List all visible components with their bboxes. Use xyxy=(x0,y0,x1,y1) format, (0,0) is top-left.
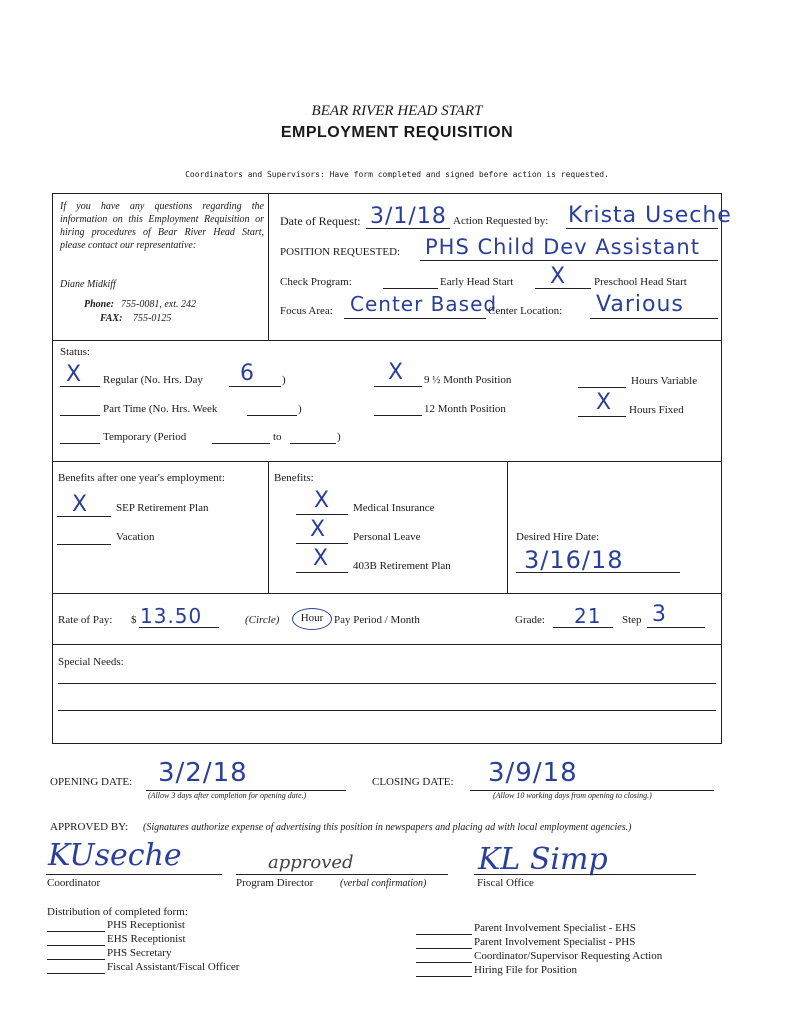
focus-area-value[interactable]: Center Based xyxy=(350,292,498,316)
temporary-close: ) xyxy=(337,431,341,443)
dist-left-4: Fiscal Assistant/Fiscal Officer xyxy=(107,961,240,973)
dist-right-3: Coordinator/Supervisor Requesting Action xyxy=(474,950,663,962)
sep-label: SEP Retirement Plan xyxy=(116,502,209,514)
hours-variable-label: Hours Variable xyxy=(631,375,698,387)
grade-label: Grade: xyxy=(515,614,545,626)
fiscal-signature[interactable]: KL Simp xyxy=(478,842,608,877)
dist-right-1: Parent Involvement Specialist - EHS xyxy=(474,922,636,934)
action-requested-label: Action Requested by: xyxy=(453,215,549,227)
dist-left-line-4 xyxy=(47,973,105,974)
currency-symbol: $ xyxy=(131,614,137,626)
opening-note: (Allow 3 days after completion for opening date.) xyxy=(148,791,307,800)
hour-option-circled[interactable]: Hour xyxy=(292,608,332,630)
sep-checkmark[interactable]: X xyxy=(72,492,88,517)
plan-checkmark[interactable]: X xyxy=(313,546,329,571)
parttime-line xyxy=(60,415,100,416)
parttime-hours-line xyxy=(247,415,297,416)
status-label: Status: xyxy=(60,346,90,358)
dist-right-line-4 xyxy=(416,976,472,977)
position-line xyxy=(420,260,718,261)
fax-label: FAX: xyxy=(100,313,123,324)
dist-left-2: EHS Receptionist xyxy=(107,933,186,945)
dist-left-line-2 xyxy=(47,945,105,946)
regular-close: ) xyxy=(282,374,286,386)
director-signature[interactable]: approved xyxy=(268,852,354,873)
benefits-divider-2 xyxy=(507,461,508,594)
rate-of-pay-label: Rate of Pay: xyxy=(58,614,113,626)
director-note: (verbal confirmation) xyxy=(340,878,427,889)
center-location-label: Center Location: xyxy=(488,305,563,317)
step-value[interactable]: 3 xyxy=(652,602,667,627)
hours-fixed-checkmark[interactable]: X xyxy=(596,390,612,415)
dist-left-line-3 xyxy=(47,959,105,960)
contact-note: If you have any questions regarding the information on this Employment Requisition or hiring procedures of Bear River Head Start, please contact our representative: xyxy=(60,201,264,251)
dist-left-1: PHS Receptionist xyxy=(107,919,185,931)
benefits-year-label: Benefits after one year's employment: xyxy=(58,472,225,484)
desired-hire-label: Desired Hire Date: xyxy=(516,531,600,543)
benefits-label: Benefits: xyxy=(274,472,314,484)
vacation-line xyxy=(57,544,111,545)
fiscal-line xyxy=(474,874,696,875)
date-of-request-label: Date of Request: xyxy=(280,214,361,228)
temporary-from-line xyxy=(212,443,270,444)
special-line-2[interactable] xyxy=(58,710,716,711)
special-needs-label: Special Needs: xyxy=(58,656,124,668)
opening-date-value[interactable]: 3/2/18 xyxy=(158,758,248,788)
medical-label: Medical Insurance xyxy=(353,502,435,514)
regular-hours-line xyxy=(229,386,281,387)
closing-note: (Allow 10 working days from opening to closing.) xyxy=(493,791,652,800)
desired-hire-value[interactable]: 3/16/18 xyxy=(524,546,624,574)
regular-label: Regular (No. Hrs. Day xyxy=(103,374,203,386)
closing-date-value[interactable]: 3/9/18 xyxy=(488,758,578,788)
nine-month-label: 9 ½ Month Position xyxy=(424,374,512,386)
action-requested-value[interactable]: Krista Useche xyxy=(568,203,732,228)
twelve-month-line xyxy=(374,415,422,416)
circle-label: (Circle) xyxy=(245,614,280,626)
special-needs-section xyxy=(52,644,722,744)
instruction-text: Coordinators and Supervisors: Have form completed and signed before action is requested. xyxy=(185,170,609,179)
ehs-line xyxy=(383,288,438,289)
medical-line xyxy=(296,514,348,515)
opening-date-label: OPENING DATE: xyxy=(50,776,133,788)
phone-value: 755-0081, ext. 242 xyxy=(121,299,196,310)
action-line xyxy=(566,228,718,229)
rate-of-pay-value[interactable]: 13.50 xyxy=(140,604,203,628)
form-title: EMPLOYMENT REQUISITION xyxy=(280,124,514,141)
location-line xyxy=(590,318,718,319)
dist-right-line-1 xyxy=(416,934,472,935)
coordinator-label: Coordinator xyxy=(47,877,101,889)
temporary-to-label: to xyxy=(273,431,282,443)
benefits-divider-1 xyxy=(268,461,269,594)
dist-right-line-3 xyxy=(416,962,472,963)
parttime-label: Part Time (No. Hrs. Week xyxy=(103,403,218,415)
phone-label: Phone: xyxy=(84,299,114,310)
nine-month-checkmark[interactable]: X xyxy=(388,360,404,385)
temporary-label: Temporary (Period xyxy=(103,431,187,443)
special-line-1[interactable] xyxy=(58,683,716,684)
regular-hours-value[interactable]: 6 xyxy=(240,361,255,386)
nine-month-line xyxy=(374,386,422,387)
ehs-label: Early Head Start xyxy=(440,276,514,288)
dist-left-3: PHS Secretary xyxy=(107,947,172,959)
variable-line xyxy=(578,387,626,388)
position-value[interactable]: PHS Child Dev Assistant xyxy=(425,235,700,259)
leave-line xyxy=(296,543,348,544)
regular-checkmark[interactable]: X xyxy=(66,362,82,387)
approved-by-label: APPROVED BY: xyxy=(50,821,129,833)
director-label: Program Director xyxy=(236,877,314,889)
closing-date-label: CLOSING DATE: xyxy=(372,776,454,788)
position-label: POSITION REQUESTED: xyxy=(280,246,401,258)
coordinator-signature[interactable]: KUseche xyxy=(48,838,182,873)
focus-line xyxy=(344,318,486,319)
center-location-value[interactable]: Various xyxy=(596,292,684,317)
plan-line xyxy=(296,572,348,573)
focus-area-label: Focus Area: xyxy=(280,305,333,317)
contact-name: Diane Midkiff xyxy=(60,279,116,290)
date-of-request-value[interactable]: 3/1/18 xyxy=(370,204,447,229)
org-name: BEAR RIVER HEAD START xyxy=(311,103,483,119)
pay-options: Pay Period / Month xyxy=(334,614,420,626)
medical-checkmark[interactable]: X xyxy=(314,488,330,513)
parttime-close: ) xyxy=(298,403,302,415)
leave-label: Personal Leave xyxy=(353,531,421,543)
dist-right-line-2 xyxy=(416,948,472,949)
dist-right-4: Hiring File for Position xyxy=(474,964,577,976)
fiscal-label: Fiscal Office xyxy=(477,877,534,889)
director-line xyxy=(236,874,448,875)
approval-note: (Signatures authorize expense of advertising this position in newspapers and placing ad with local employment agencies.) xyxy=(143,822,632,833)
phs-checkmark[interactable]: X xyxy=(550,264,566,289)
section-divider xyxy=(268,193,269,341)
check-program-label: Check Program: xyxy=(280,276,352,288)
dist-right-2: Parent Involvement Specialist - PHS xyxy=(474,936,636,948)
distribution-label: Distribution of completed form: xyxy=(47,906,188,918)
grade-value[interactable]: 21 xyxy=(574,604,602,628)
hours-fixed-label: Hours Fixed xyxy=(629,404,684,416)
fax-value: 755-0125 xyxy=(133,313,172,324)
status-section xyxy=(52,340,722,462)
temporary-to-line xyxy=(290,443,336,444)
temporary-line xyxy=(60,443,100,444)
fixed-line xyxy=(578,416,626,417)
vacation-label: Vacation xyxy=(116,531,155,543)
coordinator-line xyxy=(46,874,222,875)
phs-label: Preschool Head Start xyxy=(594,276,687,288)
twelve-month-label: 12 Month Position xyxy=(424,403,506,415)
dist-left-line-1 xyxy=(47,931,105,932)
step-label: Step xyxy=(622,614,642,626)
leave-checkmark[interactable]: X xyxy=(310,517,326,542)
plan-label: 403B Retirement Plan xyxy=(353,560,451,572)
step-line xyxy=(647,627,705,628)
